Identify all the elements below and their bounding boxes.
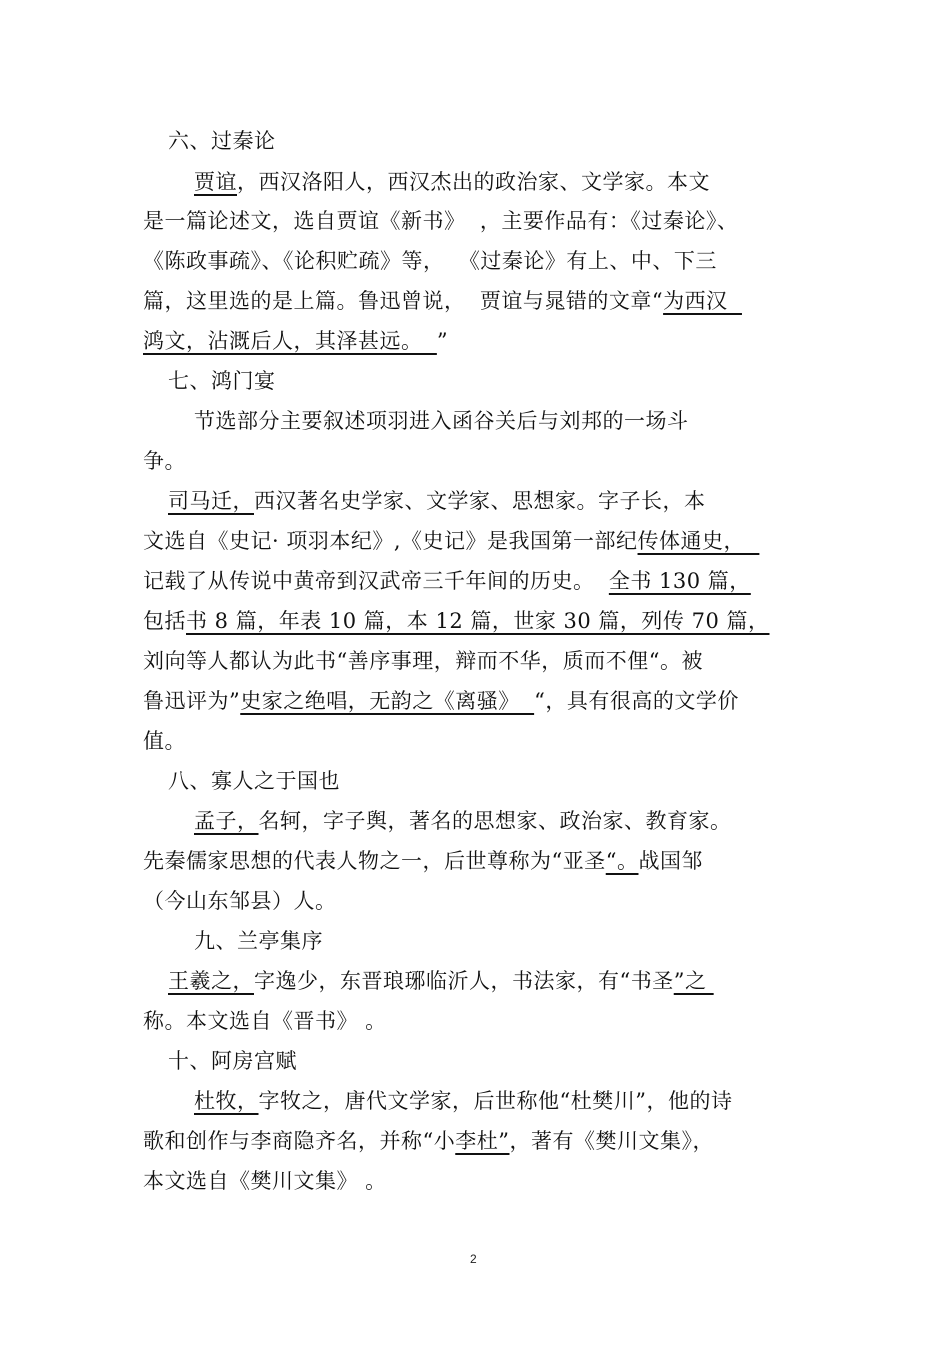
paragraph-line: 是一篇论述文，选自贾谊《新书》 ，主要作品有：《过秦论》、 — [143, 209, 739, 233]
underlined-quote: 鸿文，沾溉后人，其泽甚远。 — [143, 329, 437, 353]
text-segment: ” — [436, 329, 449, 353]
paragraph-line: 刘向等人都认为此书“善序事理，辩而不华，质而不俚“。被 — [143, 649, 703, 673]
text-segment: 字逸少，东晋琅琊临沂人，书法家，有“书圣 — [254, 969, 674, 993]
paragraph-line: 节选部分主要叙述项羽进入函谷关后与刘邦的一场斗 — [194, 409, 689, 433]
author-name-jia-yi: 贾谊 — [194, 170, 237, 194]
section-heading-lan-ting-ji-xu: 九、兰亭集序 — [194, 929, 323, 953]
section-heading-gua-ren-zhi-yu-guo-ye: 八、寡人之于国也 — [168, 769, 340, 793]
section-heading-hong-men-yan: 七、鸿门宴 — [168, 369, 276, 393]
text-segment: 记载了从传说中黄帝到汉武帝三千年间的历史。 — [143, 569, 609, 593]
paragraph-line: 本文选自《樊川文集》 。 — [143, 1169, 387, 1193]
underlined-term: 全书 130 篇， — [608, 569, 751, 593]
underlined-term: “。 — [605, 849, 639, 873]
underlined-quote: 为西汉 — [663, 289, 742, 313]
author-name-si-ma-qian: 司马迁， — [168, 489, 254, 513]
paragraph-line — [194, 1087, 732, 1115]
paragraph-line — [143, 687, 739, 715]
paragraph-line: （今山东邹县）人。 — [143, 889, 337, 913]
text-segment: 西汉著名史学家、文学家、思想家。字子长，本 — [254, 489, 706, 513]
paragraph-line — [143, 527, 759, 555]
paragraph-line — [143, 567, 751, 595]
text-segment: 包括 — [143, 609, 186, 633]
underlined-term: 李杜” — [455, 1129, 510, 1153]
text-segment: 战国邹 — [638, 849, 703, 873]
text-segment: 文选自《史记· 项羽本纪》,《史记》是我国第一部纪 — [143, 529, 638, 553]
paragraph-line — [143, 327, 448, 355]
page-number: 2 — [470, 1252, 477, 1266]
author-name-wang-xi-zhi: 王羲之， — [168, 969, 254, 993]
paragraph-line: 《陈政事疏》、《论积贮疏》等， 《过秦论》有上、中、下三 — [143, 249, 717, 273]
text-segment: 歌和创作与李商隐齐名，并称“小 — [143, 1129, 456, 1153]
text-segment: 篇，这里选的是上篇。鲁迅曾说， 贾谊与晁错的文章“ — [143, 289, 664, 313]
text-segment: 名轲，字子舆，著名的思想家、政治家、教育家。 — [258, 809, 732, 833]
paragraph-line — [194, 168, 710, 196]
author-name-du-mu: 杜牧， — [194, 1089, 259, 1113]
text-segment: ，西汉洛阳人，西汉杰出的政治家、文学家。本文 — [237, 170, 710, 194]
section-heading-guo-qin-lun: 六、过秦论 — [168, 129, 276, 153]
text-segment: “，具有很高的文学价 — [534, 689, 739, 713]
underlined-term: 传体通史， — [637, 529, 760, 553]
paragraph-line: 值。 — [143, 729, 186, 753]
author-name-meng-zi: 孟子， — [194, 809, 259, 833]
underlined-term: ”之 — [673, 969, 714, 993]
underlined-quote: 史家之绝唱，无韵之《离骚》 — [240, 689, 535, 713]
paragraph-line — [143, 607, 770, 635]
section-heading-e-pang-gong-fu: 十、阿房宫赋 — [168, 1049, 297, 1073]
paragraph-line — [194, 807, 732, 835]
text-segment: ，著有《樊川文集》， — [509, 1129, 714, 1153]
paragraph-line — [143, 287, 742, 315]
paragraph-line: 称。本文选自《晋书》 。 — [143, 1009, 387, 1033]
paragraph-line — [143, 1127, 714, 1155]
paragraph-line — [168, 967, 714, 995]
paragraph-line — [168, 487, 706, 515]
text-segment: 鲁迅评为” — [143, 689, 241, 713]
paragraph-line: 争。 — [143, 449, 186, 473]
paragraph-line — [143, 847, 703, 875]
text-segment: 字牧之，唐代文学家，后世称他“杜樊川”，他的诗 — [258, 1089, 733, 1113]
underlined-term: 书 8 篇，年表 10 篇，本 12 篇，世家 30 篇，列传 70 篇， — [186, 609, 770, 633]
text-segment: 先秦儒家思想的代表人物之一，后世尊称为“亚圣 — [143, 849, 606, 873]
